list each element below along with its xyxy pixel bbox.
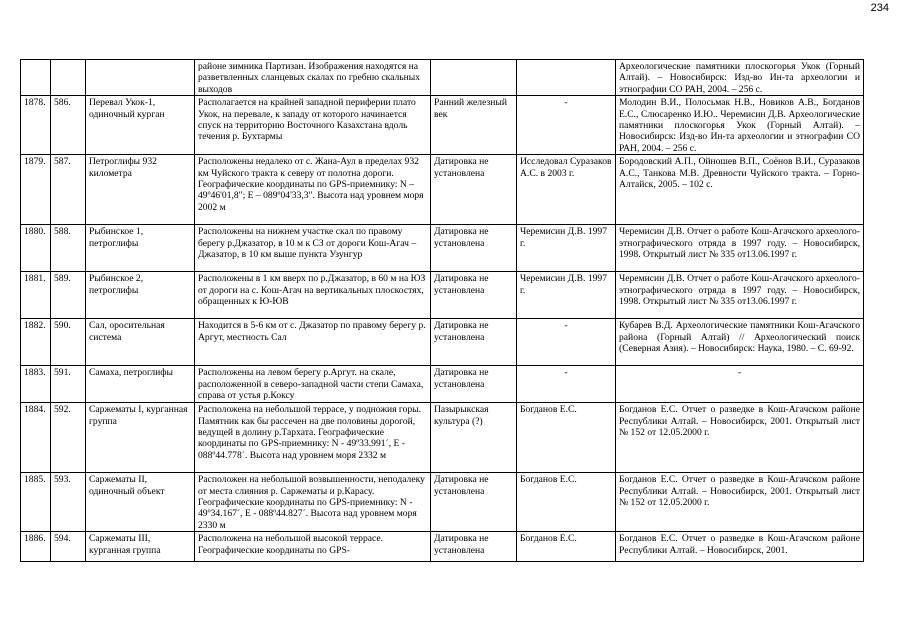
monument-sources: Черемисин Д.В. Отчет о работе Кош-Агачского археолого-этнографического отряда в 1997 году. – Новосибирск, 1998. Открытый лист № 335 от13.06.1997 г. xyxy=(616,225,864,272)
monument-location: Находится в 5-6 км от с. Джазатор по правому берегу р. Аргут, местность Сал xyxy=(195,319,431,366)
monument-sources: Молодин В.И., Полосьмак Н.В., Новиков А.В., Богданов Е.С., Слюсаренко И.Ю.. Черемисин Д.В. Археологические памятники плоскогорья Укок (Горный Алтай). – Новосибирск: Изд-во Ин-та археологии и этнографии СО РАН, 2004. – 256 с. xyxy=(616,96,864,155)
monument-name: Самаха, петроглифы xyxy=(86,366,195,403)
monument-location: Расположены на нижнем участке скал по правому берегу р.Джазатор, в 10 м к СЗ от дороги Кош-Агач – Джазатор, в 10 км выше пункта Узунгур xyxy=(195,225,431,272)
monument-name: Саржематы I, курганная группа xyxy=(86,403,195,473)
page-number: 234 xyxy=(870,2,889,14)
monument-researcher: - xyxy=(517,366,616,403)
monument-name: Перевал Укок-1, одиночный курган xyxy=(86,96,195,155)
row-number: 1880. xyxy=(21,225,51,272)
district-number: 589. xyxy=(51,272,86,319)
monument-researcher: Черемисин Д.В. 1997 г. xyxy=(517,225,616,272)
monument-researcher: Исследовал Суразаков А.С. в 2003 г. xyxy=(517,155,616,225)
table-row xyxy=(21,272,864,319)
monument-name: Сал, оросительная система xyxy=(86,319,195,366)
monument-researcher: Богданов Е.С. xyxy=(517,473,616,532)
monument-name: Рыбинское 2, петроглифы xyxy=(86,272,195,319)
row-number: 1886. xyxy=(21,532,51,562)
monument-name: Саржематы II, одиночный объект xyxy=(86,473,195,532)
monument-sources: Кубарев В.Д. Археологические памятники Кош-Агачского района (Горный Алтай) // Археологический поиск (Северная Азия). – Новосибирск: Наука, 1980. – С. 69-92. xyxy=(616,319,864,366)
district-number: 586. xyxy=(51,96,86,155)
monument-name xyxy=(86,60,195,96)
monument-dating xyxy=(431,60,517,96)
monument-sources: Бородовский А.П., Ойношев В.П., Соёнов В.И., Суразаков А.С., Танкова М.В. Древности Чуйского тракта. – Горно-Алтайск, 2005. – 102 с. xyxy=(616,155,864,225)
monument-researcher xyxy=(517,60,616,96)
monument-researcher: Богданов Е.С. xyxy=(517,532,616,562)
row-number: 1881. xyxy=(21,272,51,319)
row-number: 1885. xyxy=(21,473,51,532)
row-number: 1882. xyxy=(21,319,51,366)
monument-location: Расположены на левом берегу р.Аргут. на скале, расположенной в северо-западной части степи Самаха, справа от устья р.Коксу xyxy=(195,366,431,403)
monument-sources: Черемисин Д.В. Отчет о работе Кош-Агачского археолого-этнографического отряда в 1997 году. – Новосибирск, 1998. Открытый лист № 335 от13.06.1997 г. xyxy=(616,272,864,319)
row-number: 1883. xyxy=(21,366,51,403)
table-row xyxy=(21,366,864,403)
row-number: 1879. xyxy=(21,155,51,225)
table-row xyxy=(21,319,864,366)
monument-location: Расположена на небольшой высокой террасе. Географические координаты по GPS- xyxy=(195,532,431,562)
monument-dating: Датировка не установлена xyxy=(431,532,517,562)
table-row xyxy=(21,532,864,562)
monument-researcher: Черемисин Д.В. 1997 г. xyxy=(517,272,616,319)
table-row xyxy=(21,403,864,473)
monuments-table xyxy=(20,59,864,562)
district-number: 591. xyxy=(51,366,86,403)
monument-sources: Богданов Е.С. Отчет о разведке в Кош-Агачском районе Республики Алтай. – Новосибирск, 2001. Открытый лист № 152 от 12.05.2000 г. xyxy=(616,473,864,532)
district-number: 593. xyxy=(51,473,86,532)
monument-dating: Датировка не установлена xyxy=(431,473,517,532)
monument-name: Саржематы III, курганная группа xyxy=(86,532,195,562)
monument-location: Расположены недалеко от с. Жана-Аул в пределах 932 км Чуйского тракта к северу от полотна дороги. Географические координаты по GPS-приемнику: N – 49º46'01,8"; E – 089º04'33,3". Высота над уровнем моря 2002 м xyxy=(195,155,431,225)
table-row xyxy=(21,225,864,272)
monument-sources: - xyxy=(616,366,864,403)
monument-location: Расположены в 1 км вверх по р.Джазатор, в 60 м на ЮЗ от дороги на с. Кош-Агач на вертикальных плоскостях, обращенных к Ю-ЮВ xyxy=(195,272,431,319)
district-number: 590. xyxy=(51,319,86,366)
table-row xyxy=(21,60,864,96)
row-number xyxy=(21,60,51,96)
row-number: 1878. xyxy=(21,96,51,155)
monument-location: районе зимника Партизан. Изображения находятся на разветвленных сланцевых скалах по гребню скальных выходов xyxy=(195,60,431,96)
table-row xyxy=(21,473,864,532)
district-number: 587. xyxy=(51,155,86,225)
district-number: 594. xyxy=(51,532,86,562)
monument-dating: Пазырыкская культура (?) xyxy=(431,403,517,473)
monument-dating: Ранний железный век xyxy=(431,96,517,155)
monument-dating: Датировка не установлена xyxy=(431,272,517,319)
monument-dating: Датировка не установлена xyxy=(431,155,517,225)
table-row xyxy=(21,155,864,225)
monument-location: Расположена на небольшой террасе, у подножия горы. Памятник как бы рассечен на две половины дорогой, ведущей в долину р.Тархата. Географические координаты по GPS-приемнику: N - 49º33.991´, E - 088º44.778´. Высота над уровнем моря 2332 м xyxy=(195,403,431,473)
monument-sources: Археологические памятники плоскогорья Укок (Горный Алтай). – Новосибирск: Изд-во Ин-та археологии и этнографии СО РАН, 2004. – 256 с. xyxy=(616,60,864,96)
monument-dating: Датировка не установлена xyxy=(431,366,517,403)
district-number: 592. xyxy=(51,403,86,473)
monument-researcher: - xyxy=(517,319,616,366)
monument-dating: Датировка не установлена xyxy=(431,225,517,272)
monument-dating: Датировка не установлена xyxy=(431,319,517,366)
monument-researcher: Богданов Е.С. xyxy=(517,403,616,473)
monument-sources: Богданов Е.С. Отчет о разведке в Кош-Агачском районе Республики Алтай. – Новосибирск, 2001. xyxy=(616,532,864,562)
monument-sources: Богданов Е.С. Отчет о разведке в Кош-Агачском районе Республики Алтай. – Новосибирск, 2001. Открытый лист № 152 от 12.05.2000 г. xyxy=(616,403,864,473)
monument-researcher: - xyxy=(517,96,616,155)
monument-name: Петроглифы 932 километра xyxy=(86,155,195,225)
monument-location: Расположен на небольшой возвышенности, неподалеку от места слияния р. Саржематы и р.Карасу. Географические координаты по GPS-приемнику: N - 49º34.167´, E - 088º44.827´. Высота над уровнем моря 2330 м xyxy=(195,473,431,532)
table-row xyxy=(21,96,864,155)
district-number xyxy=(51,60,86,96)
monument-name: Рыбинское 1, петроглифы xyxy=(86,225,195,272)
monument-location: Располагается на крайней западной периферии плато Укок, на перевале, к западу от которого начинается спуск на территорию Восточного Казахстана вдоль течения р. Бухтармы xyxy=(195,96,431,155)
district-number: 588. xyxy=(51,225,86,272)
row-number: 1884. xyxy=(21,403,51,473)
